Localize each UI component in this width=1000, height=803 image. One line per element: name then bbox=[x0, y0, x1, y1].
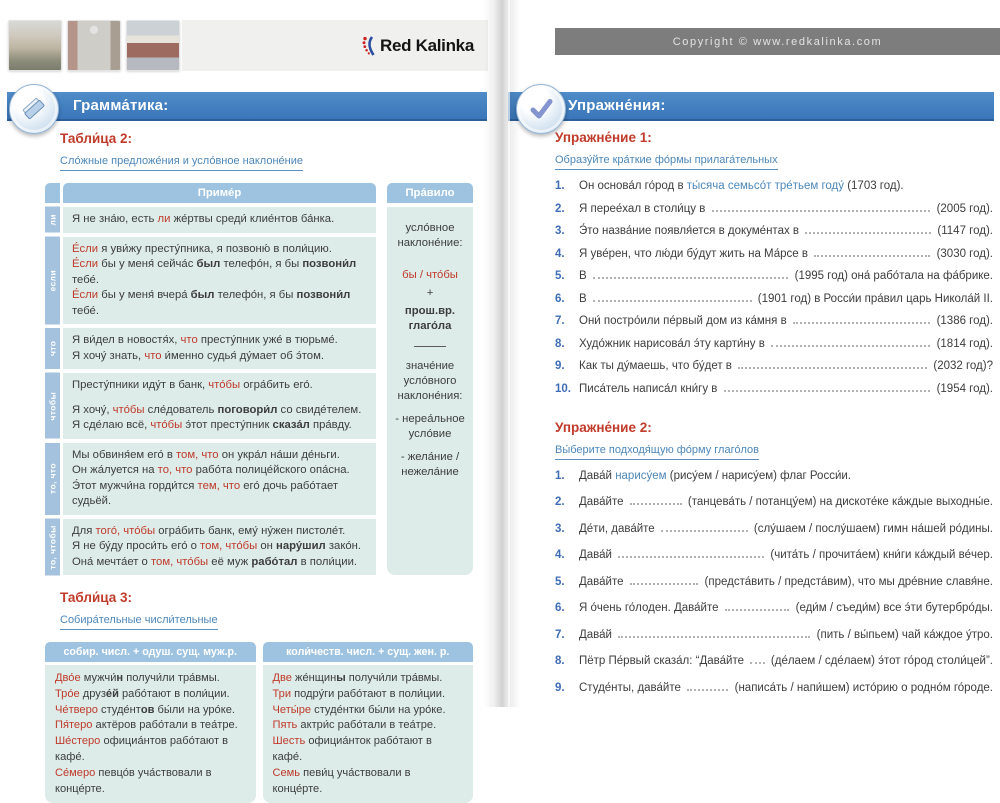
item-number: 7. bbox=[555, 628, 565, 641]
rule-text: - нереа́льное усло́вие bbox=[395, 413, 465, 440]
page-spine bbox=[484, 0, 520, 707]
row-label: то, что bbox=[45, 443, 60, 515]
item-text-after: (1901 год) в Росси́и пра́вил царь Никола́й II. bbox=[754, 292, 993, 305]
exercise-item bbox=[555, 601, 993, 615]
table2-row bbox=[45, 373, 376, 439]
item-text-after: (3030 год). bbox=[933, 247, 993, 260]
exercise-item bbox=[555, 224, 993, 238]
item-number: 3. bbox=[555, 522, 565, 535]
item-text-after: (написа́ть / напи́шем) исто́рию о родно́м го́роде. bbox=[731, 681, 993, 694]
item-text-after: (1147 год). bbox=[934, 225, 993, 237]
table3-column-header: коли́честв. числ. + сущ. жен. р. bbox=[263, 642, 474, 662]
rule-text: - жела́ние / нежела́ние bbox=[400, 451, 460, 478]
exercise2-title: Упражне́ние 2: bbox=[555, 419, 652, 435]
item-text: Я перее́хал в столи́цу в bbox=[579, 202, 709, 215]
row-example-cell: Для того́, что́бы огра́бить банк, ему́ ну́жен пистоле́т. Я не бу́ду проси́ть его́ о том, что́бы он нару́шил зако́н. Она́ мечта́ет о том, что́бы её муж рабо́тал в поли́ции. bbox=[63, 519, 376, 576]
moscow-kremlin-photo bbox=[126, 20, 180, 71]
table2-row bbox=[45, 207, 376, 233]
item-text: Он основа́л го́род в ты́сяча семьсо́т тре́тьем году́ (1703 год). bbox=[579, 180, 904, 192]
item-number: 6. bbox=[555, 602, 565, 614]
header-photos bbox=[8, 20, 180, 71]
row-example-cell: Е́сли я уви́жу престу́пника, я позвоню́ в поли́цию. Е́сли бы у меня́ сейча́с был телефо́н, я бы позвони́л тебе́. Е́сли бы у меня́ вчера́ был телефо́н, я бы позвони́л тебе́. bbox=[63, 237, 376, 325]
exercise-item bbox=[555, 292, 993, 306]
answer-blank[interactable] bbox=[805, 232, 931, 234]
answer-blank[interactable] bbox=[661, 530, 748, 532]
logo-text: Red Kalinka bbox=[379, 35, 474, 55]
row-label: ли bbox=[45, 207, 60, 233]
answer-blank[interactable] bbox=[793, 322, 931, 324]
exercise-item bbox=[555, 495, 993, 509]
check-icon bbox=[516, 84, 566, 134]
row-label: то, чтобы bbox=[45, 519, 60, 576]
rule-text: усло́вное наклоне́ние: bbox=[397, 222, 463, 249]
item-text: Пётр Пе́рвый сказа́л: “Дава́йте bbox=[579, 655, 748, 667]
exercise-item bbox=[555, 681, 993, 695]
rule-text: прош.вр. глаго́ла bbox=[404, 305, 456, 332]
table2-rule-header: Пра́вило bbox=[387, 183, 473, 203]
item-text: Де́ти, дава́йте bbox=[579, 522, 658, 535]
table3-title: Табли́ца 3: bbox=[60, 590, 133, 605]
answer-blank[interactable] bbox=[687, 689, 728, 691]
item-text: Дава́й bbox=[579, 628, 616, 641]
exercise-item bbox=[555, 382, 993, 396]
table3-column bbox=[45, 642, 256, 803]
copyright-text: Copyright © www.redkalinka.com bbox=[672, 35, 883, 48]
page-spine-highlight bbox=[508, 0, 510, 707]
answer-blank[interactable] bbox=[593, 300, 752, 302]
page-right bbox=[503, 0, 1000, 707]
exercise-item bbox=[555, 359, 993, 373]
table2-subtitle: Сло́жные предложе́ния и усло́вное наклоне́ние bbox=[60, 155, 303, 171]
table2-label-header-cell bbox=[45, 183, 60, 203]
rule-text: бы / что́бы bbox=[402, 269, 458, 281]
item-text-after: (предста́вить / предста́вим), что мы дре́вние славя́не. bbox=[701, 575, 993, 588]
table2-row bbox=[45, 519, 376, 576]
table2-header-row bbox=[45, 183, 376, 203]
item-number: 8. bbox=[555, 337, 565, 350]
item-number: 1. bbox=[555, 469, 565, 482]
left-content bbox=[45, 131, 473, 803]
item-text: Дава́йте bbox=[579, 496, 627, 508]
item-number: 2. bbox=[555, 202, 565, 215]
table3-column-body: Дво́е мужчи́н получи́ли тра́вмы. Тро́е друзе́й рабо́тают в поли́ции. Че́тверо студе́нтов бы́ли на уро́ке. Пя́теро актёров рабо́тали в теа́тре. Ше́стеро официа́нтов рабо́тают в кафе́. Се́меро певцо́в уча́ствовали в конце́рте. bbox=[45, 665, 256, 803]
answer-blank[interactable] bbox=[814, 255, 930, 257]
exercise-item bbox=[555, 314, 993, 328]
answer-blank[interactable] bbox=[712, 210, 931, 212]
table2-row bbox=[45, 443, 376, 515]
exercise-item bbox=[555, 202, 993, 216]
moscow-street-photo bbox=[67, 20, 121, 71]
item-number: 7. bbox=[555, 315, 565, 327]
item-text: Как ты ду́маешь, что бу́дет в bbox=[579, 360, 736, 372]
table2-title: Табли́ца 2: bbox=[60, 131, 133, 146]
table3-column-body: Две же́нщины получи́ли тра́вмы. Три подру́ги рабо́тают в поли́ции. Четы́ре студе́нтки бы́ли на уро́ке. Пять актри́с рабо́тали в теа́тре. Шесть официа́нток рабо́тают в кафе́. Семь певи́ц уча́ствовали в конце́рте. bbox=[263, 665, 474, 803]
answer-blank[interactable] bbox=[771, 345, 930, 347]
page-left bbox=[0, 0, 497, 795]
answer-blank[interactable] bbox=[630, 503, 682, 505]
answer-blank[interactable] bbox=[725, 609, 790, 611]
item-text: Дава́йте bbox=[579, 575, 627, 588]
item-text-after: (танцева́ть / потанцу́ем) на дискоте́ке ка́ждые выходны́е. bbox=[684, 496, 993, 508]
exercises-banner-title: Упражне́ния: bbox=[568, 97, 666, 114]
red-kalinka-logo bbox=[361, 35, 474, 57]
item-text-after: (1814 год). bbox=[933, 337, 993, 350]
item-text: Студе́нты, дава́йте bbox=[579, 681, 685, 694]
logo-bar bbox=[182, 20, 488, 71]
table2-example-header: Приме́р bbox=[63, 183, 376, 203]
table2-rule-column bbox=[387, 183, 473, 575]
grammar-banner bbox=[7, 92, 487, 121]
item-text-after: (пить / вы́пьем) чай ка́ждое у́тро. bbox=[813, 628, 993, 641]
answer-blank[interactable] bbox=[618, 636, 810, 638]
table3 bbox=[45, 642, 473, 803]
item-number: 4. bbox=[555, 247, 565, 260]
right-content bbox=[555, 130, 993, 711]
item-text-after: (2005 год). bbox=[933, 202, 993, 215]
item-text: Худо́жник нарисова́л э́ту карти́ну в bbox=[579, 337, 769, 350]
item-text-after: (2032 год)? bbox=[930, 360, 993, 372]
item-text: Дава́й нарису́ем (рису́ем / нарису́ем) флаг Росси́и. bbox=[579, 469, 851, 482]
table2-rule-cell bbox=[387, 207, 473, 575]
item-number: 9. bbox=[555, 681, 565, 694]
row-label: если bbox=[45, 237, 60, 325]
exercise-item bbox=[555, 247, 993, 261]
table2-example-column bbox=[45, 183, 376, 575]
item-text-after: (1954 год). bbox=[933, 382, 993, 395]
exercise-2 bbox=[555, 420, 993, 695]
answer-blank[interactable] bbox=[738, 367, 927, 369]
item-number: 1. bbox=[555, 180, 565, 192]
copyright-bar bbox=[555, 28, 1000, 55]
item-text-after: (еди́м / съеди́м) все э́ти бутербро́ды. bbox=[792, 602, 993, 614]
item-number: 5. bbox=[555, 270, 565, 282]
exercise1-title: Упражне́ние 1: bbox=[555, 130, 652, 145]
rule-divider bbox=[414, 346, 446, 347]
row-label: что bbox=[45, 328, 60, 369]
table2-row bbox=[45, 328, 376, 369]
item-text-after: (1995 год) она́ рабо́тала на фа́брике. bbox=[791, 270, 993, 282]
item-text: Писа́тель написа́л кни́гу в bbox=[579, 382, 721, 395]
kalinka-berries-icon bbox=[361, 35, 377, 57]
exercise-item bbox=[555, 522, 993, 536]
item-number: 4. bbox=[555, 549, 565, 561]
moscow-theatre-photo bbox=[8, 20, 62, 71]
exercises-banner bbox=[508, 92, 994, 121]
exercise2-subtitle: Вы́берите подходя́щую фо́рму глаго́лов bbox=[555, 444, 759, 460]
row-example-cell: Я ви́дел в новостя́х, что престу́пник уже́ в тюрьме́. Я хочу́ знать, что и́менно судья́ ду́мает об э́том. bbox=[63, 328, 376, 369]
table3-subtitle: Собира́тельные числи́тельные bbox=[60, 614, 218, 630]
item-text-after: (слу́шаем / послу́шаем) гимн на́шей ро́дины. bbox=[750, 522, 993, 535]
item-number: 5. bbox=[555, 575, 565, 588]
answer-blank[interactable] bbox=[750, 662, 765, 664]
exercise-item bbox=[555, 269, 993, 283]
grammar-banner-title: Грамма́тика: bbox=[73, 97, 169, 114]
item-text: Я о́чень го́лоден. Дава́йте bbox=[579, 602, 722, 614]
item-number: 9. bbox=[555, 360, 565, 372]
row-example-cell: Престу́пники иду́т в банк, что́бы огра́бить его́. Я хочу́, что́бы сле́дователь поговори́л со свиде́телем. Я сде́лаю всё, что́бы э́тот престу́пник сказа́л пра́вду. bbox=[63, 373, 376, 439]
answer-blank[interactable] bbox=[593, 277, 789, 279]
exercise-item bbox=[555, 179, 993, 193]
exercise1-subtitle: Образу́йте кра́ткие фо́рмы прилага́тельных bbox=[555, 154, 778, 170]
item-text-after: (де́лаем / сде́лаем) э́тот го́род столи́цей”. bbox=[767, 655, 993, 667]
row-example-cell: Я не зна́ю, есть ли же́ртвы среди́ клие́нтов ба́нка. bbox=[63, 207, 376, 233]
table2-row bbox=[45, 237, 376, 325]
answer-blank[interactable] bbox=[618, 556, 764, 558]
item-text: В bbox=[579, 270, 590, 282]
book-icon bbox=[9, 84, 59, 134]
exercise-item bbox=[555, 548, 993, 562]
exercise-item bbox=[555, 628, 993, 642]
rule-text: значе́ние усло́вного наклоне́ния: bbox=[397, 360, 463, 402]
table3-column bbox=[263, 642, 474, 803]
table2 bbox=[45, 183, 473, 575]
exercise-1 bbox=[555, 130, 993, 396]
row-example-cell: Мы обвиня́ем его́ в том, что он укра́л на́ши де́ньги. Он жа́луется на то, что рабо́та полице́йского опа́сна. Э́тот мужчи́на горди́тся тем, что его́ дочь рабо́тает судьёй. bbox=[63, 443, 376, 515]
item-text: Э́то назва́ние появля́ется в докуме́нтах в bbox=[579, 225, 803, 237]
exercise-item bbox=[555, 337, 993, 351]
item-text: В bbox=[579, 292, 590, 305]
row-label: чтобы bbox=[45, 373, 60, 439]
exercise2-items bbox=[555, 469, 993, 695]
table3-column-header: собир. числ. + одуш. сущ. муж.р. bbox=[45, 642, 256, 662]
exercise-item bbox=[555, 469, 993, 483]
item-number: 6. bbox=[555, 292, 565, 305]
rule-text: + bbox=[426, 287, 434, 299]
exercise-item bbox=[555, 575, 993, 589]
item-text: Дава́й bbox=[579, 549, 616, 561]
item-text-after: (1386 год). bbox=[933, 315, 993, 327]
item-number: 2. bbox=[555, 496, 565, 508]
item-number: 8. bbox=[555, 655, 565, 667]
item-number: 10. bbox=[555, 382, 571, 395]
item-text-after: (чита́ть / прочита́ем) кни́ги ка́ждый ве́чер. bbox=[767, 549, 993, 561]
item-number: 3. bbox=[555, 225, 565, 237]
answer-blank[interactable] bbox=[630, 583, 699, 585]
item-text: Они́ постро́или пе́рвый дом из ка́мня в bbox=[579, 315, 790, 327]
exercise-item bbox=[555, 654, 993, 668]
exercise1-items bbox=[555, 179, 993, 396]
answer-blank[interactable] bbox=[724, 390, 931, 392]
item-text: Я уве́рен, что лю́ди бу́дут жить на Ма́рсе в bbox=[579, 247, 812, 260]
